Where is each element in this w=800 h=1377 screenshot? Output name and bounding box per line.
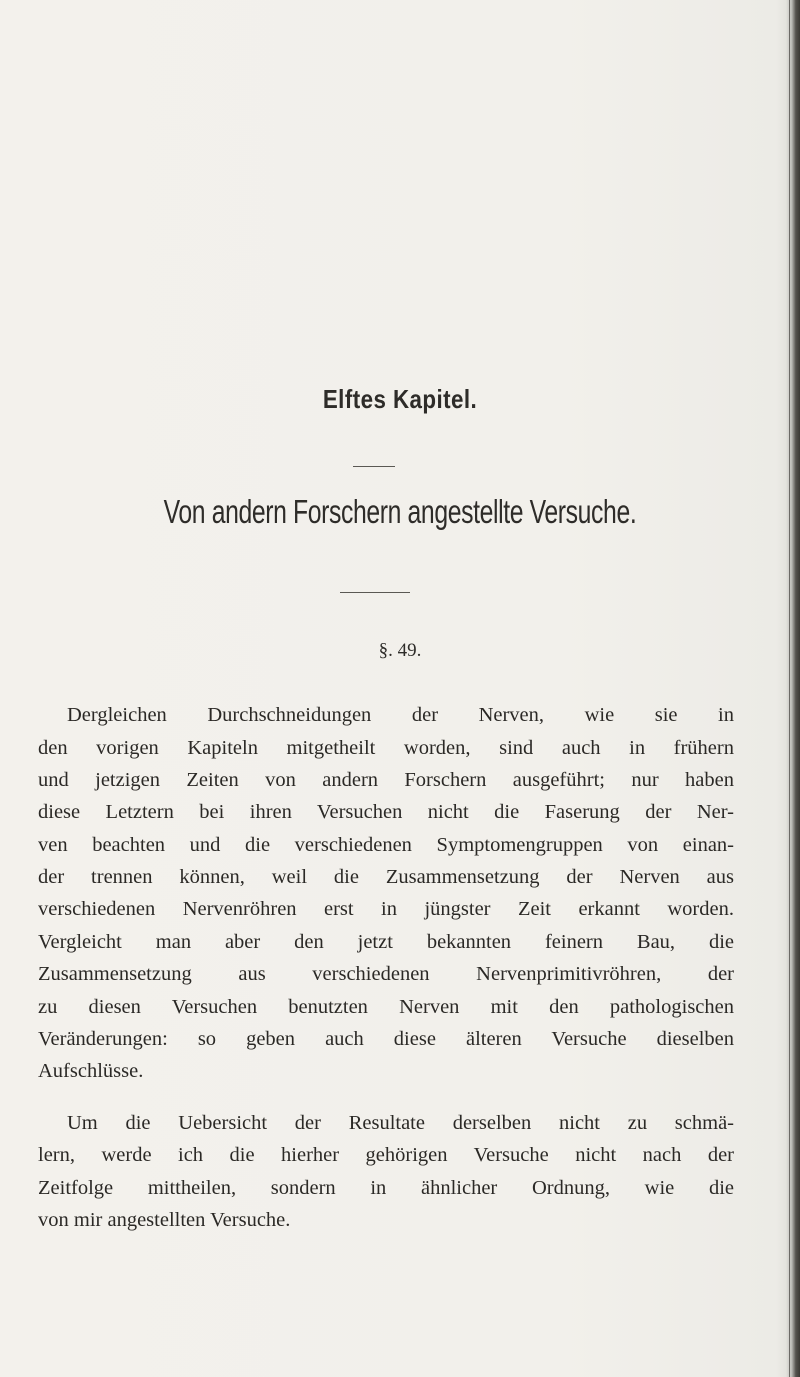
chapter-title: Elftes Kapitel. [322,384,478,414]
text-line: verschiedenen Nervenröhren erst in jüngster Zeit erkannt worden. [38,898,734,920]
text-line: zu diesen Versuchen benutzten Nerven mit den pathologischen [38,996,734,1018]
title-divider [353,466,395,467]
text-line: diese Letztern bei ihren Versuchen nicht die Faserung der Ner- [38,801,734,823]
text-line: den vorigen Kapiteln mitgetheilt worden, sind auch in frühern [38,737,734,759]
text-line: lern, werde ich die hierher gehörigen Versuche nicht nach der [38,1144,734,1166]
text-line: Zusammensetzung aus verschiedenen Nervenprimitivröhren, der [38,963,734,985]
text-line: Dergleichen Durchschneidungen der Nerven, wie sie in [67,704,734,726]
subtitle-divider [340,592,410,593]
text-line: von mir angestellten Versuche. [38,1209,291,1231]
text-line: und jetzigen Zeiten von andern Forschern ausgeführt; nur haben [38,769,734,791]
section-number: §. 49. [378,640,422,661]
text-line: Vergleicht man aber den jetzt bekannten feinern Bau, die [38,931,734,953]
text-line: Veränderungen: so geben auch diese älteren Versuche dieselben [38,1028,734,1050]
text-line: Zeitfolge mittheilen, sondern in ähnlicher Ordnung, wie die [38,1177,734,1199]
text-line: ven beachten und die verschiedenen Symptomengruppen von einan- [38,834,734,856]
text-line: Um die Uebersicht der Resultate derselben nicht zu schmä- [67,1112,734,1134]
chapter-subtitle: Von andern Forschern angestellte Versuche. [163,493,637,530]
text-line: Aufschlüsse. [38,1060,144,1082]
text-line: der trennen können, weil die Zusammensetzung der Nerven aus [38,866,734,888]
page-edge-line [789,0,790,1377]
